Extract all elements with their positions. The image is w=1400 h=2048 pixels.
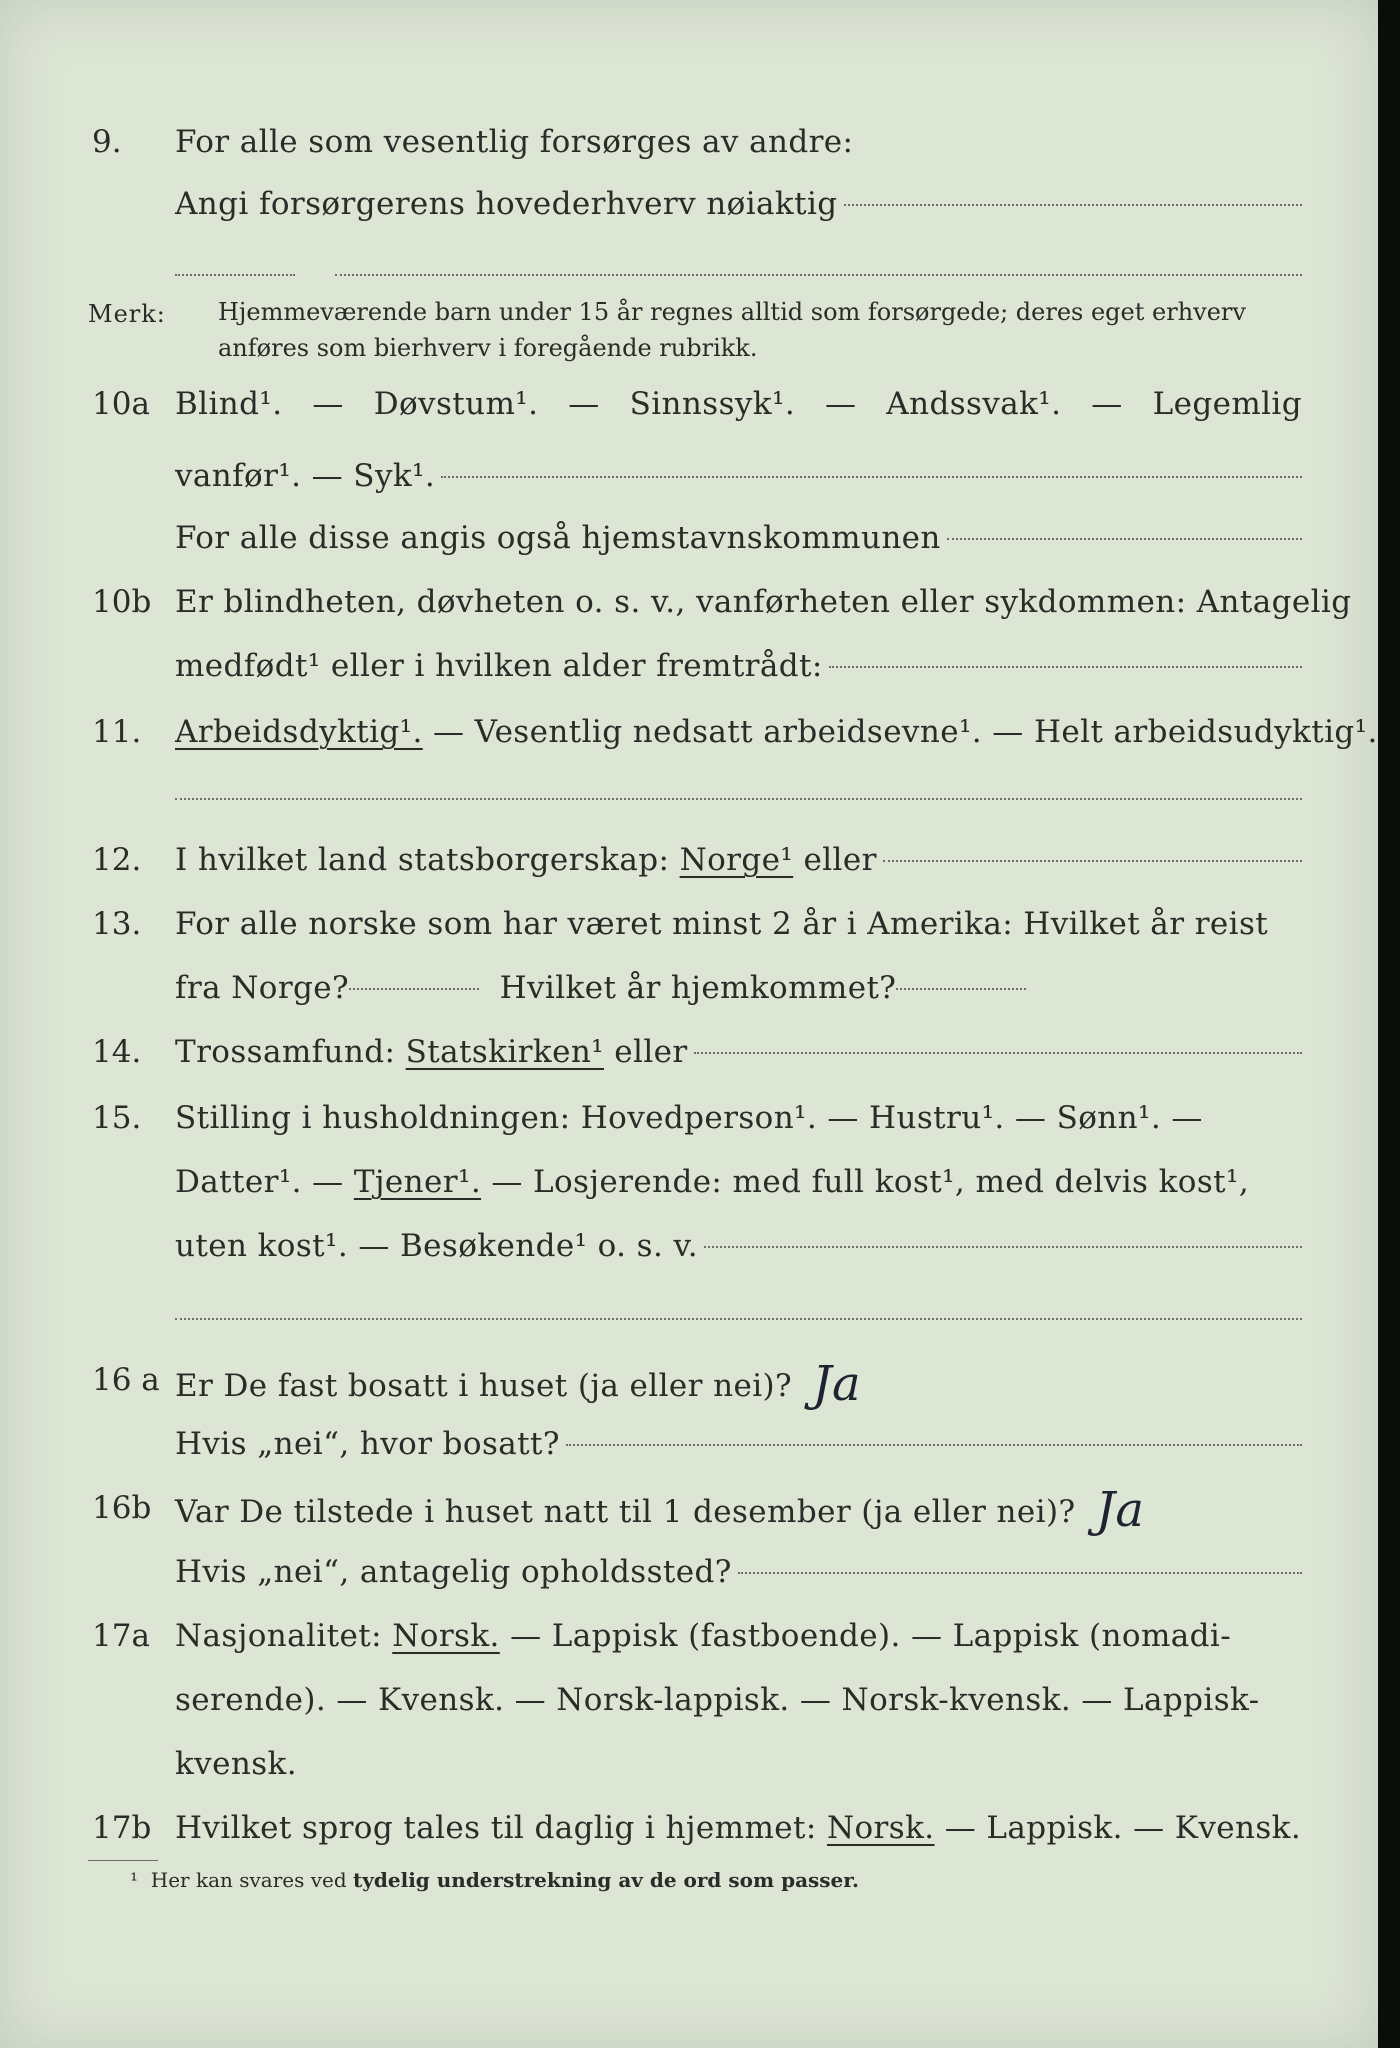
q10a-item: —: [312, 386, 344, 422]
q13-line2: [175, 970, 1302, 1006]
q16b-line1: [175, 1478, 1302, 1538]
footnote-plain: Her kan svares ved: [150, 1868, 347, 1892]
q12-post: eller: [803, 842, 877, 878]
q14-answer-line: [694, 1052, 1302, 1054]
q16a-answer-line: [566, 1444, 1302, 1446]
q10a-item: —: [1091, 386, 1123, 422]
merk-text: Hjemmeværende barn under 15 år regnes alltid som forsørgede; deres eget erhverv anføres som bierhverv i foregående rubrikk.: [218, 298, 1246, 362]
q10a-number: 10a: [92, 386, 150, 422]
footnote: [130, 1868, 859, 1892]
q16b-line2-text: Hvis „nei“, antagelig opholdssted?: [175, 1554, 732, 1590]
q16a-line1: [175, 1352, 1302, 1412]
q17b-line: [175, 1810, 1302, 1846]
q10b-answer-line: [829, 666, 1302, 668]
q12-pre: I hvilket land statsborgerskap:: [175, 842, 670, 878]
q9-number: 9.: [92, 124, 122, 160]
q10a-item: —: [568, 386, 600, 422]
q16b-number: 16b: [92, 1490, 152, 1526]
q12-line: [175, 842, 1302, 878]
q13-number: 13.: [92, 906, 142, 942]
q16a-line2: [175, 1426, 1302, 1462]
q11-selected-option: Arbeidsdyktig¹.: [175, 714, 423, 750]
q13-line2b: Hvilket år hjemkommet?: [499, 970, 897, 1006]
q15-line3: [175, 1228, 1302, 1264]
q17a-selected-option: Norsk.: [392, 1618, 500, 1654]
q10b-line2: [175, 648, 1302, 684]
q10a-item: Blind¹.: [175, 386, 283, 422]
q17a-line1: [175, 1618, 1302, 1654]
q9-extra-line-a: [175, 274, 295, 276]
q17a-line1-rest: — Lappisk (fastboende). — Lappisk (nomadi-: [510, 1618, 1232, 1654]
q17b-selected-option: Norsk.: [826, 1810, 935, 1846]
q15-line3-text: uten kost¹. — Besøkende¹ o. s. v.: [175, 1228, 698, 1264]
q17b-post: — Lappisk. — Kvensk.: [944, 1810, 1302, 1846]
q14-selected-option: Statskirken¹: [405, 1034, 605, 1070]
q10a-line2-text: vanfør¹. — Syk¹.: [175, 458, 436, 494]
q17a-pre: Nasjonalitet:: [175, 1618, 382, 1654]
q12-selected-option: Norge¹: [679, 842, 794, 878]
q17a-line2: serende). — Kvensk. — Norsk-lappisk. — Norsk-kvensk. — Lappisk-: [175, 1682, 1260, 1718]
q10a-item: Legemlig: [1152, 386, 1302, 422]
q10a-line3-text: For alle disse angis også hjemstavnskommunen: [175, 520, 941, 556]
q15-line2: [175, 1164, 1302, 1200]
q17a-line3: kvensk.: [175, 1746, 297, 1782]
q16b-answer-line: [738, 1572, 1302, 1574]
q10a-item: Døvstum¹.: [373, 386, 539, 422]
q11-rest: — Vesentlig nedsatt arbeidsevne¹. — Helt arbeidsudyktig¹.: [432, 714, 1378, 750]
q16b-handwritten-answer: Ja: [1095, 1482, 1145, 1538]
q14-line: [175, 1034, 1302, 1070]
q11-answer-line: [175, 798, 1302, 800]
q15-number: 15.: [92, 1100, 142, 1136]
q10b-number: 10b: [92, 584, 152, 620]
q15-line2b: — Losjerende: med full kost¹, med delvis kost¹,: [491, 1164, 1250, 1200]
q10a-line2: [175, 458, 1302, 494]
q16a-number: 16 a: [92, 1362, 160, 1398]
q17a-number: 17a: [92, 1618, 150, 1654]
q14-number: 14.: [92, 1034, 142, 1070]
merk-label: Merk:: [88, 300, 166, 328]
q12-number: 12.: [92, 842, 142, 878]
q13-return-year-line: [896, 988, 1026, 990]
q17b-pre: Hvilket sprog tales til daglig i hjemmet:: [175, 1810, 817, 1846]
q12-answer-line: [883, 860, 1302, 862]
q15-line1: Stilling i husholdningen: Hovedperson¹. — Hustru¹. — Sønn¹. —: [175, 1100, 1203, 1136]
q15-line2a: Datter¹. —: [175, 1164, 344, 1200]
q11-number: 11.: [92, 714, 142, 750]
q16a-handwritten-answer: Ja: [812, 1356, 861, 1412]
q10a-line1: [175, 386, 1302, 422]
q16a-question: Er De fast bosatt i huset (ja eller nei)?: [175, 1368, 793, 1404]
q9-extra-line-b: [335, 274, 1302, 276]
q9-line1: For alle som vesentlig forsørges av andre:: [175, 124, 854, 160]
q10a-line3-answer: [947, 538, 1302, 540]
q10a-item: Andssvak¹.: [886, 386, 1062, 422]
q11-line: [175, 714, 1378, 750]
q15-answer-line: [704, 1246, 1302, 1248]
q9-answer-line: [844, 204, 1302, 206]
q17b-number: 17b: [92, 1810, 152, 1846]
q10b-line1: Er blindheten, døvheten o. s. v., vanførheten eller sykdommen: Antagelig: [175, 584, 1352, 620]
q10a-line3: [175, 520, 1302, 556]
q10b-line2-text: medfødt¹ eller i hvilken alder fremtrådt:: [175, 648, 823, 684]
q9-line2-text: Angi forsørgerens hovederhverv nøiaktig: [175, 186, 838, 222]
q13-line2a: fra Norge?: [175, 970, 350, 1006]
q10a-line2-answer: [441, 476, 1302, 478]
footnote-divider: [88, 1860, 158, 1861]
footnote-bold: tydelig understrekning av de ord som passer.: [353, 1868, 859, 1892]
q15-extra-line: [175, 1318, 1302, 1320]
q13-departure-year-line: [349, 988, 479, 990]
q15-selected-option: Tjener¹.: [353, 1164, 482, 1200]
q13-line1: For alle norske som har været minst 2 år i Amerika: Hvilket år reist: [175, 906, 1269, 942]
q16b-question: Var De tilstede i huset natt til 1 desember (ja eller nei)?: [175, 1494, 1076, 1530]
q16a-line2-text: Hvis „nei“, hvor bosatt?: [175, 1426, 560, 1462]
q14-post: eller: [614, 1034, 688, 1070]
footnote-mark: ¹: [130, 1868, 139, 1892]
q14-pre: Trossamfund:: [175, 1034, 396, 1070]
q9-line2: [175, 186, 1302, 222]
q10a-item: —: [824, 386, 857, 422]
q16b-line2: [175, 1554, 1302, 1590]
q10a-item: Sinnssyk¹.: [629, 386, 796, 422]
